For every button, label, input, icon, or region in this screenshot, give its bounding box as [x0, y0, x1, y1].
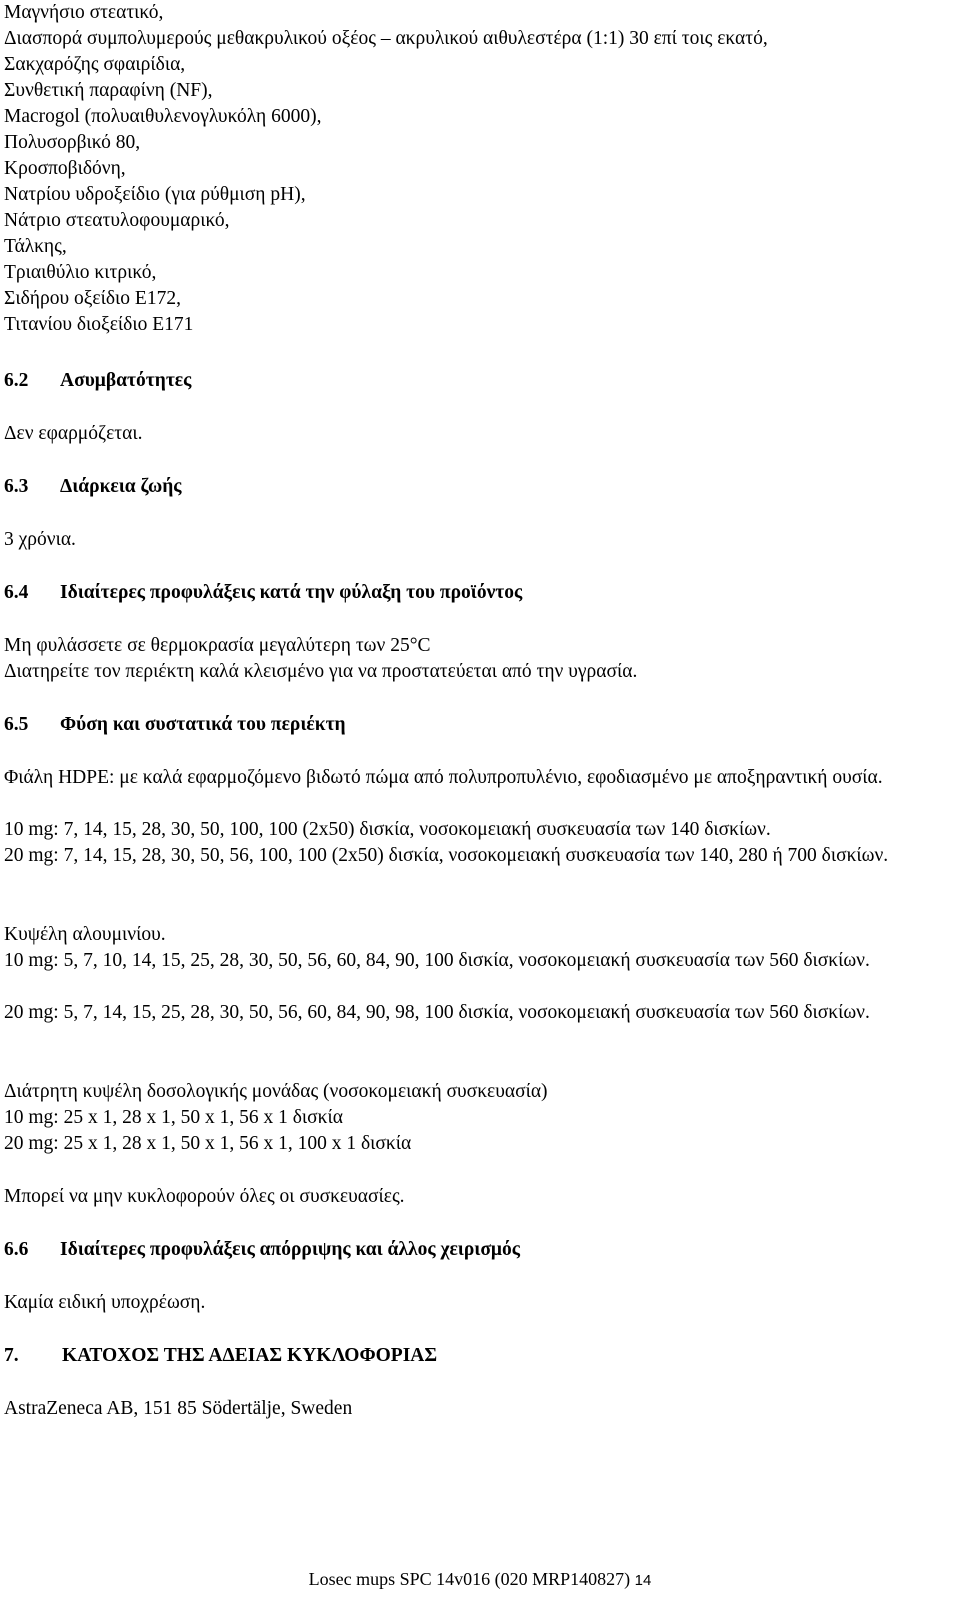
section-number: 6.3 [4, 476, 29, 497]
page-number: 14 [634, 1572, 652, 1589]
excipient-item: Τριαιθύλιο κιτρικό, [4, 262, 157, 283]
excipient-item: Νατρίου υδροξείδιο (για ρύθμιση pH), [4, 184, 306, 205]
document-id: Losec mups SPC 14v016 (020 MRP140827) [308, 1569, 631, 1589]
excipient-item: Νάτριο στεατυλοφουμαρικό, [4, 210, 230, 231]
excipient-item: Συνθετική παραφίνη (NF), [4, 80, 213, 101]
excipient-item: Μαγνήσιο στεατικό, [4, 2, 164, 23]
section-number: 7. [4, 1345, 19, 1366]
section-text: Δεν εφαρμόζεται. [4, 423, 143, 444]
excipient-item: Macrogol (πολυαιθυλενογλυκόλη 6000), [4, 106, 322, 127]
hdpe-20mg-packs: 20 mg: 7, 14, 15, 28, 30, 50, 56, 100, 100 (2x50) δισκία, νοσοκομειακή συσκευασία των 140, 280 ή 700 δισκίων. [4, 845, 889, 866]
marketing-holder-address: AstraZeneca AB, 151 85 Södertälje, Sweden [4, 1398, 353, 1419]
section-number: 6.4 [4, 582, 29, 603]
excipient-item: Κροσποβιδόνη, [4, 158, 126, 179]
section-heading-6-2 [4, 368, 191, 394]
blister-description: Κυψέλη αλουμινίου. [4, 924, 166, 945]
section-heading-6-3 [4, 474, 182, 500]
section-number: 6.6 [4, 1239, 29, 1260]
excipient-item: Διασπορά συμπολυμερούς μεθακρυλικού οξέος – ακρυλικού αιθυλεστέρα (1:1) 30 επί τοις εκατό, [4, 28, 768, 49]
unit-dose-20mg-packs: 20 mg: 25 x 1, 28 x 1, 50 x 1, 56 x 1, 100 x 1 δισκία [4, 1133, 412, 1154]
page-footer [0, 1568, 960, 1592]
excipient-item: Τάλκης, [4, 236, 67, 257]
section-title: Ιδιαίτερες προφυλάξεις απόρριψης και άλλος χειρισμός [60, 1239, 520, 1260]
section-text: Μη φυλάσσετε σε θερμοκρασία μεγαλύτερη των 25°C [4, 635, 431, 656]
section-text: 3 χρόνια. [4, 529, 76, 550]
section-heading-6-5 [4, 712, 346, 738]
hdpe-description: Φιάλη HDPE: με καλά εφαρμοζόμενο βιδωτό πώμα από πολυπροπυλένιο, εφοδιασμένο με αποξηραντική ουσία. [4, 767, 883, 788]
section-text: Καμία ειδική υποχρέωση. [4, 1292, 206, 1313]
section-number: 6.5 [4, 714, 29, 735]
blister-10mg-packs: 10 mg: 5, 7, 10, 14, 15, 25, 28, 30, 50, 56, 60, 84, 90, 100 δισκία, νοσοκομειακή συσκευασία των 560 δισκίων. [4, 950, 870, 971]
section-title: Φύση και συστατικά του περιέκτη [60, 714, 346, 735]
unit-dose-description: Διάτρητη κυψέλη δοσολογικής μονάδας (νοσοκομειακή συσκευασία) [4, 1081, 548, 1102]
excipient-item: Πολυσορβικό 80, [4, 132, 141, 153]
hdpe-10mg-packs: 10 mg: 7, 14, 15, 28, 30, 50, 100, 100 (2x50) δισκία, νοσοκομειακή συσκευασία των 140 δισκίων. [4, 819, 771, 840]
excipient-item: Τιτανίου διοξείδιο E171 [4, 314, 194, 335]
section-heading-6-6 [4, 1237, 520, 1263]
unit-dose-10mg-packs: 10 mg: 25 x 1, 28 x 1, 50 x 1, 56 x 1 δισκία [4, 1107, 343, 1128]
section-number: 6.2 [4, 370, 29, 391]
section-title: ΚΑΤΟΧΟΣ ΤΗΣ ΑΔΕΙΑΣ ΚΥΚΛΟΦΟΡΙΑΣ [62, 1345, 438, 1366]
section-title: Ιδιαίτερες προφυλάξεις κατά την φύλαξη του προϊόντος [60, 582, 523, 603]
excipient-item: Σιδήρου οξείδιο E172, [4, 288, 181, 309]
section-title: Ασυμβατότητες [60, 370, 192, 391]
excipient-item: Σακχαρόζης σφαιρίδια, [4, 54, 186, 75]
pack-availability-note: Μπορεί να μην κυκλοφορούν όλες οι συσκευασίες. [4, 1186, 405, 1207]
blister-20mg-packs: 20 mg: 5, 7, 14, 15, 25, 28, 30, 50, 56, 60, 84, 90, 98, 100 δισκία, νοσοκομειακή συσκευασία των 560 δισκίων. [4, 1002, 870, 1023]
section-title: Διάρκεια ζωής [60, 476, 182, 497]
section-text: Διατηρείτε τον περιέκτη καλά κλεισμένο για να προστατεύεται από την υγρασία. [4, 661, 638, 682]
section-heading-7 [4, 1343, 437, 1369]
section-heading-6-4 [4, 580, 522, 606]
